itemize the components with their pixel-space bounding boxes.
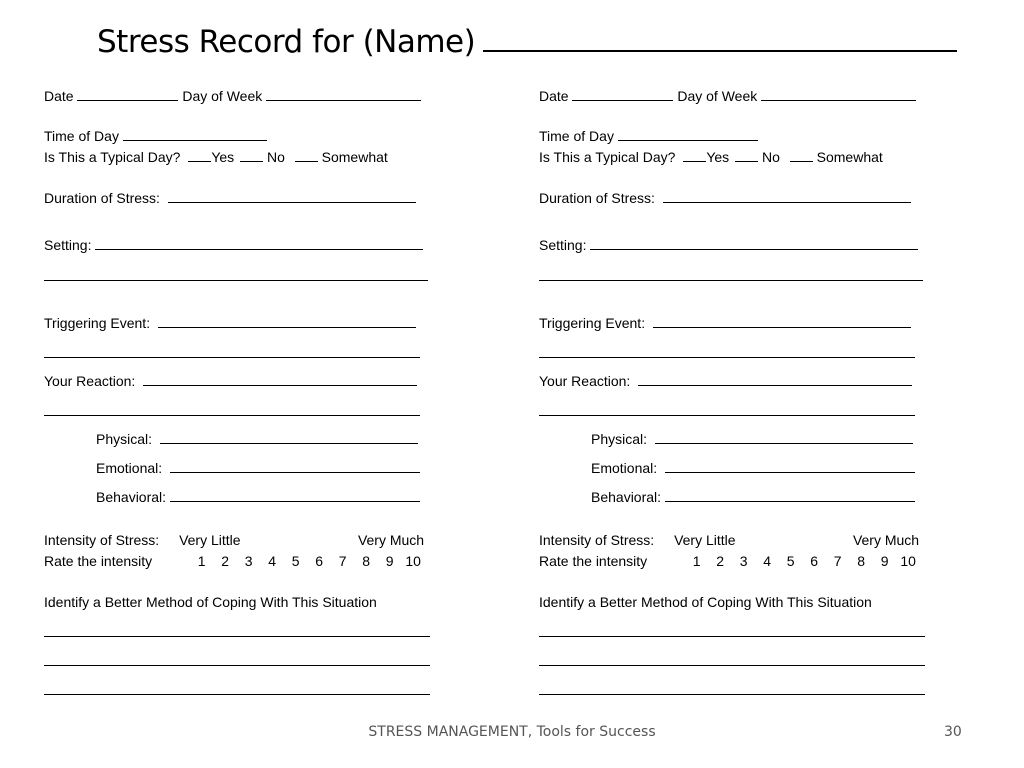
yes-blank[interactable] xyxy=(683,148,706,162)
scale-option[interactable]: 10 xyxy=(405,553,421,569)
physical-blank[interactable] xyxy=(655,430,913,444)
no-blank[interactable] xyxy=(240,148,263,162)
scale-option[interactable]: 7 xyxy=(833,553,842,569)
somewhat-blank[interactable] xyxy=(295,148,318,162)
emotional-blank[interactable] xyxy=(665,459,915,473)
coping-blank-1[interactable] xyxy=(539,623,925,637)
scale-option[interactable]: 6 xyxy=(315,553,324,569)
coping-line-1 xyxy=(44,623,430,640)
scale-option[interactable]: 5 xyxy=(786,553,795,569)
setting-line: Setting: xyxy=(44,236,423,253)
reaction-blank[interactable] xyxy=(638,372,912,386)
somewhat-blank[interactable] xyxy=(790,148,813,162)
emotional-line: Emotional: xyxy=(591,459,915,476)
duration-line: Duration of Stress: xyxy=(539,189,911,206)
scale-option[interactable]: 9 xyxy=(880,553,889,569)
setting-line: Setting: xyxy=(539,236,918,253)
coping-blank-3[interactable] xyxy=(44,681,430,695)
intensity-line: Intensity of Stress: Very Little Very Much xyxy=(44,532,425,548)
scale-option[interactable]: 1 xyxy=(692,553,701,569)
setting-blank-2[interactable] xyxy=(539,267,923,281)
duration-blank[interactable] xyxy=(663,189,911,203)
yes-blank[interactable] xyxy=(188,148,211,162)
time-of-day-blank[interactable] xyxy=(123,127,267,141)
scale-option[interactable]: 8 xyxy=(362,553,371,569)
setting-blank[interactable] xyxy=(590,236,918,250)
rate-line: Rate the intensity 1 2 3 4 5 6 7 8 9 10 xyxy=(44,553,425,569)
day-of-week-blank[interactable] xyxy=(761,87,916,101)
triggering-line-2 xyxy=(539,344,915,361)
scale-option[interactable]: 4 xyxy=(763,553,772,569)
triggering-blank-2[interactable] xyxy=(44,344,420,358)
reaction-line: Your Reaction: xyxy=(539,372,912,389)
date-line: Date Day of Week xyxy=(539,87,916,104)
typical-day-line: Is This a Typical Day? Yes No Somewhat xyxy=(44,149,388,165)
coping-line-2 xyxy=(539,652,925,669)
typical-day-line: Is This a Typical Day? Yes No Somewhat xyxy=(539,149,883,165)
behavioral-line: Behavioral: xyxy=(591,488,915,505)
reaction-line: Your Reaction: xyxy=(44,372,417,389)
emotional-line: Emotional: xyxy=(96,459,420,476)
coping-blank-1[interactable] xyxy=(44,623,430,637)
coping-line-3 xyxy=(44,681,430,698)
scale-option[interactable]: 10 xyxy=(900,553,916,569)
physical-line: Physical: xyxy=(96,430,418,447)
no-blank[interactable] xyxy=(735,148,758,162)
scale-option[interactable]: 3 xyxy=(739,553,748,569)
triggering-line: Triggering Event: xyxy=(44,314,416,331)
footer-text: STRESS MANAGEMENT, Tools for Success xyxy=(368,724,656,740)
scale-option[interactable]: 4 xyxy=(268,553,277,569)
setting-blank-2[interactable] xyxy=(44,267,428,281)
triggering-line: Triggering Event: xyxy=(539,314,911,331)
coping-line-1 xyxy=(539,623,925,640)
scale-option[interactable]: 1 xyxy=(197,553,206,569)
reaction-blank-2[interactable] xyxy=(44,402,420,416)
intensity-line: Intensity of Stress: Very Little Very Much xyxy=(539,532,920,548)
scale-option[interactable]: 2 xyxy=(221,553,230,569)
physical-line: Physical: xyxy=(591,430,913,447)
coping-label: Identify a Better Method of Coping With This Situation xyxy=(539,594,872,610)
coping-line-2 xyxy=(44,652,430,669)
physical-blank[interactable] xyxy=(160,430,418,444)
stress-record-left xyxy=(44,0,444,700)
scale-option[interactable]: 6 xyxy=(810,553,819,569)
scale-option[interactable]: 3 xyxy=(244,553,253,569)
day-of-week-blank[interactable] xyxy=(266,87,421,101)
rate-line: Rate the intensity 1 2 3 4 5 6 7 8 9 10 xyxy=(539,553,920,569)
very-much-label: Very Much xyxy=(357,532,425,548)
time-of-day-line: Time of Day xyxy=(539,127,758,144)
reaction-line-2 xyxy=(44,402,420,419)
triggering-blank[interactable] xyxy=(158,314,416,328)
very-much-label: Very Much xyxy=(852,532,920,548)
coping-blank-2[interactable] xyxy=(539,652,925,666)
coping-blank-3[interactable] xyxy=(539,681,925,695)
coping-label: Identify a Better Method of Coping With This Situation xyxy=(44,594,377,610)
date-blank[interactable] xyxy=(77,87,178,101)
very-little-label: Very Little xyxy=(674,532,736,548)
behavioral-line: Behavioral: xyxy=(96,488,420,505)
duration-line: Duration of Stress: xyxy=(44,189,416,206)
page-title-text: Stress Record for (Name) xyxy=(97,24,476,60)
triggering-line-2 xyxy=(44,344,420,361)
scale-option[interactable]: 7 xyxy=(338,553,347,569)
page-number: 30 xyxy=(944,724,962,740)
triggering-blank[interactable] xyxy=(653,314,911,328)
reaction-line-2 xyxy=(539,402,915,419)
behavioral-blank[interactable] xyxy=(665,488,915,502)
reaction-blank-2[interactable] xyxy=(539,402,915,416)
date-blank[interactable] xyxy=(572,87,673,101)
setting-line-2 xyxy=(539,267,923,284)
coping-line-3 xyxy=(539,681,925,698)
scale-option[interactable]: 8 xyxy=(857,553,866,569)
triggering-blank-2[interactable] xyxy=(539,344,915,358)
emotional-blank[interactable] xyxy=(170,459,420,473)
scale-option[interactable]: 2 xyxy=(716,553,725,569)
time-of-day-blank[interactable] xyxy=(618,127,758,141)
reaction-blank[interactable] xyxy=(143,372,417,386)
setting-line-2 xyxy=(44,267,428,284)
date-line: Date Day of Week xyxy=(44,87,421,104)
very-little-label: Very Little xyxy=(179,532,241,548)
intensity-scale xyxy=(190,553,425,569)
stress-record-right xyxy=(539,0,939,700)
intensity-scale xyxy=(685,553,920,569)
duration-blank[interactable] xyxy=(168,189,416,203)
behavioral-blank[interactable] xyxy=(170,488,420,502)
coping-blank-2[interactable] xyxy=(44,652,430,666)
scale-option[interactable]: 5 xyxy=(291,553,300,569)
time-of-day-line: Time of Day xyxy=(44,127,267,144)
scale-option[interactable]: 9 xyxy=(385,553,394,569)
setting-blank[interactable] xyxy=(95,236,423,250)
